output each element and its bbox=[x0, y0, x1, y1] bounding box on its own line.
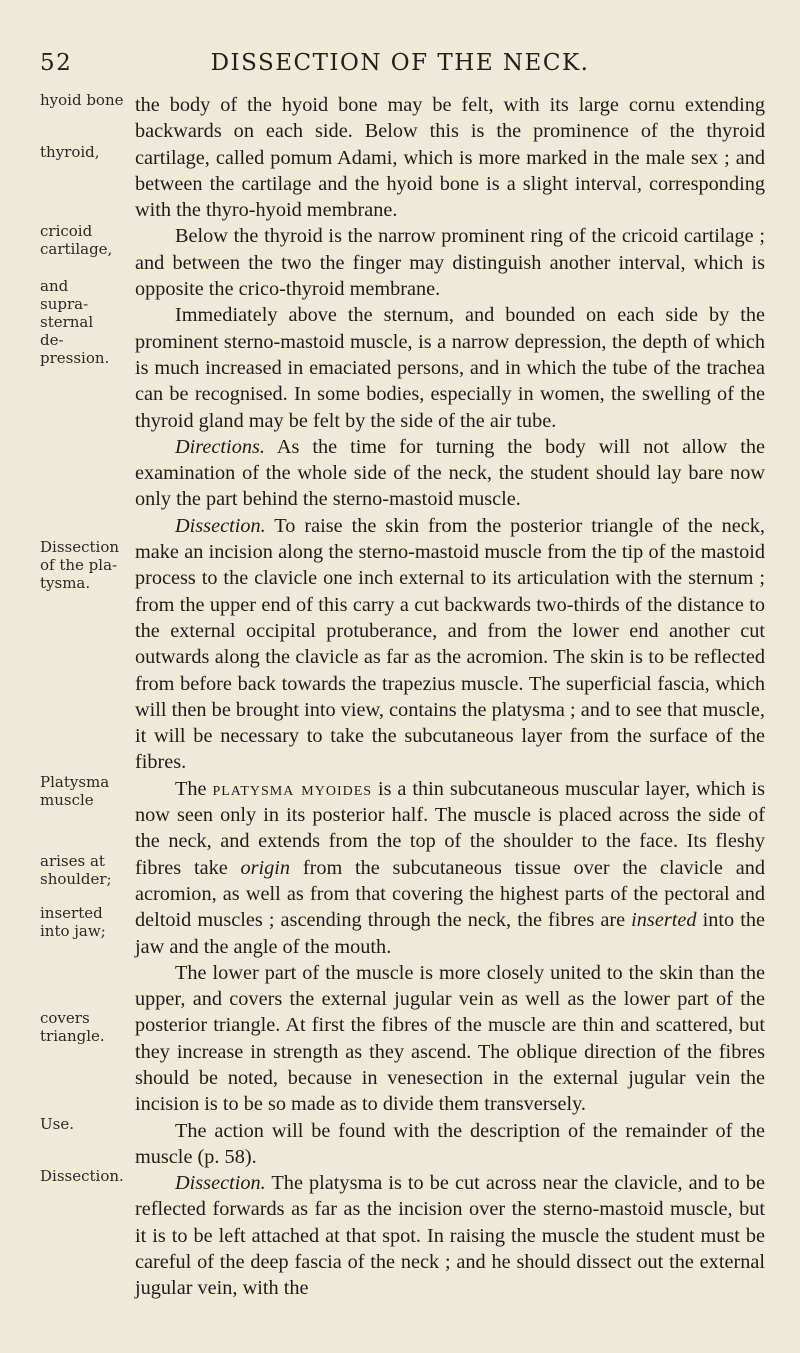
margin-note: thyroid, bbox=[40, 143, 100, 161]
paragraph: The lower part of the muscle is more closely united to the skin than the upper, and covers the external jugular vein as well as the lower part of the posterior triangle. At first the fibres of the muscle are thin and scattered, but they increase in strength as they ascend. The oblique direction of the fibres should be noted, because in venesection in the external jugular vein the incision is to be so made as to divide them transversely. bbox=[135, 961, 765, 1116]
page-header bbox=[40, 50, 760, 82]
paragraph-lead: Dissection. bbox=[175, 514, 266, 537]
margin-note: Platysma muscle bbox=[40, 773, 110, 809]
margin-note: Dissection of the pla-tysma. bbox=[40, 538, 120, 592]
page-number: 52 bbox=[40, 50, 73, 76]
margin-note: hyoid bone bbox=[40, 91, 124, 109]
paragraph: Below the thyroid is the narrow prominent ring of the cricoid cartilage ; and between the two the finger may distinguish another interval, which is opposite the crico-thyroid membrane. bbox=[135, 225, 765, 301]
margin-note: Use. bbox=[40, 1115, 74, 1133]
paragraph: Immediately above the sternum, and bounded on each side by the prominent sterno-mastoid muscle, is a narrow depression, the depth of which is much increased in emaciated persons, and in which the tube of the trachea can be recognised. In some bodies, especially in women, the swelling of the thyroid gland may be felt by the side of the air tube. bbox=[135, 304, 765, 432]
paragraph: Dissection. To raise the skin from the posterior triangle of the neck, make an incision along the sterno-mastoid muscle from the tip of the mastoid process to the clavicle one inch external to its articulation with the sternum ; from the upper end of this carry a cut backwards two-thirds of the distance to the external occipital protuberance, and from the lower end another cut outwards along the clavicle as far as the acromion. The skin is to be reflected from before back towards the trapezius muscle. The superficial fascia, which will then be brought into view, contains the platysma ; and to see that muscle, it will be necessary to take the subcutaneous layer from the surface of the fibres. bbox=[135, 514, 765, 774]
margin-note: Dissection. bbox=[40, 1167, 124, 1185]
main-text bbox=[135, 92, 765, 1302]
paragraph: Directions. As the time for turning the body will not allow the examination of the whole side of the neck, the student should lay bare now only the part behind the sterno-mastoid muscle. bbox=[135, 435, 765, 511]
paragraph: The platysma myoides is a thin subcutaneous muscular layer, which is now seen only in its posterior half. The muscle is placed across the side of the neck, and extends from the top of the shoulder to the face. Its fleshy fibres take origin from the subcutaneous tissue over the clavicle and acromion, as well as from that covering the highest parts of the pectoral and deltoid muscles ; ascending through the neck, the fibres are inserted into the jaw and the angle of the mouth. bbox=[135, 777, 765, 958]
paragraph: Dissection. The platysma is to be cut across near the clavicle, and to be reflected forwards as far as the incision over the sterno-mastoid muscle, but it is to be left attached at that spot. In raising the muscle the student must be careful of the deep fascia of the neck ; and he should dissect out the external jugular vein, with the bbox=[135, 1172, 765, 1300]
muscle-name: platysma myoides bbox=[212, 777, 373, 800]
paragraph-lead: Directions. bbox=[175, 435, 265, 458]
running-title: DISSECTION OF THE NECK. bbox=[210, 50, 590, 76]
paragraph: the body of the hyoid bone may be felt, with its large cornu extending backwards on each side. Below this is the prominence of the thyroid cartilage, called pomum Adami, which is more marked in the male sex ; and between the cartilage and the hyoid bone is a slight interval, corresponding with the thyro-hyoid membrane. bbox=[135, 94, 765, 222]
margin-note: covers triangle. bbox=[40, 1009, 105, 1045]
margin-note: and supra-sternal de-pression. bbox=[40, 277, 110, 367]
paragraph-lead: Dissection. bbox=[175, 1172, 266, 1195]
margin-note: cricoid cartilage, bbox=[40, 222, 113, 258]
margin-note: arises at shoulder; bbox=[40, 852, 112, 888]
paragraph: The action will be found with the description of the remainder of the muscle (p. 58). bbox=[135, 1119, 765, 1168]
margin-note: inserted into jaw; bbox=[40, 904, 106, 940]
